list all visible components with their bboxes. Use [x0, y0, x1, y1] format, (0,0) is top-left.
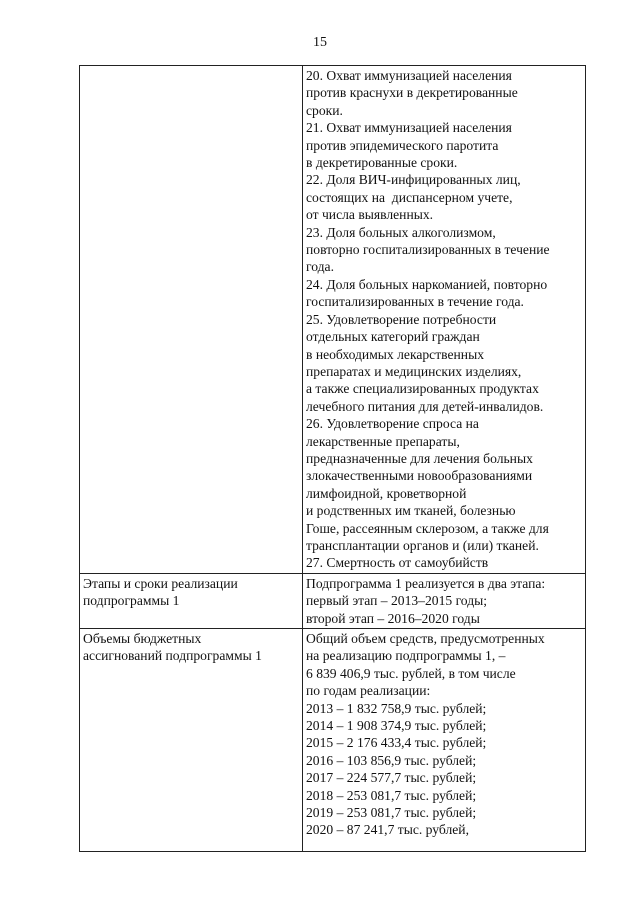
budget-row [80, 629, 586, 852]
indicator-line: 20. Охват иммунизацией населения [306, 68, 512, 83]
indicator-line: против эпидемического паротита [306, 137, 499, 153]
indicator-line: а также специализированных продуктах [306, 381, 539, 397]
stages-label-cell [80, 573, 303, 628]
indicator-line: против краснухи в декретированные [306, 85, 518, 101]
indicator-line: в декретированные сроки. [306, 155, 458, 171]
indicator-line: 26. Удовлетворение спроса на [306, 416, 479, 432]
stages-value-line: второй этап – 2016–2020 годы [306, 610, 480, 626]
budget-label-line: Объемы бюджетных [83, 631, 202, 646]
indicators-value-cell [303, 66, 586, 574]
indicator-line: состоящих на диспансерном учете, [306, 189, 513, 205]
budget-value-line: Общий объем средств, предусмотренных [306, 631, 545, 646]
stages-label-line: подпрограммы 1 [83, 593, 180, 609]
indicators-label-cell [80, 66, 303, 574]
indicator-line: от числа выявленных. [306, 207, 434, 223]
budget-year-line: 2020 – 87 241,7 тыс. рублей, [306, 822, 469, 838]
stages-value-line: Подпрограмма 1 реализуется в два этапа: [306, 575, 546, 591]
budget-year-line: 2014 – 1 908 374,9 тыс. рублей; [306, 718, 487, 734]
indicator-line: трансплантации органов и (или) тканей. [306, 537, 539, 553]
indicator-line: лекарственные препараты, [306, 433, 460, 449]
stages-value-cell [303, 573, 586, 628]
indicator-line: 23. Доля больных алкоголизмом, [306, 224, 496, 240]
indicator-line: 21. Охват иммунизацией населения [306, 120, 512, 136]
indicator-line: злокачественными новообразованиями [306, 468, 533, 484]
indicator-line: года. [306, 259, 334, 275]
indicator-line: 27. Смертность от самоубийств [306, 555, 489, 571]
stages-row [80, 573, 586, 628]
stages-label-line: Этапы и сроки реализации [83, 575, 238, 591]
indicator-line: сроки. [306, 102, 343, 118]
indicator-line: 25. Удовлетворение потребности [306, 311, 497, 327]
budget-value-line: на реализацию подпрограммы 1, – [306, 648, 506, 664]
budget-year-line: 2015 – 2 176 433,4 тыс. рублей; [306, 735, 487, 751]
budget-year-line: 2016 – 103 856,9 тыс. рублей; [306, 752, 477, 768]
budget-label-cell [80, 629, 303, 852]
indicator-line: и родственных им тканей, болезнью [306, 503, 516, 519]
indicator-line: повторно госпитализированных в течение [306, 242, 550, 258]
page-number: 15 [313, 35, 327, 50]
indicator-line: препаратах и медицинских изделиях, [306, 363, 522, 379]
indicator-line: 24. Доля больных наркоманией, повторно [306, 276, 548, 292]
indicators-row [80, 66, 586, 574]
indicator-line: лимфоидной, кроветворной [306, 485, 467, 501]
indicator-line: отдельных категорий граждан [306, 329, 480, 345]
indicator-line: в необходимых лекарственных [306, 346, 484, 362]
budget-label-line: ассигнований подпрограммы 1 [83, 648, 262, 664]
subprogram-passport-table [79, 65, 586, 852]
indicator-line: Гоше, рассеянным склерозом, а также для [306, 520, 549, 536]
indicator-line: лечебного питания для детей-инвалидов. [306, 398, 544, 414]
budget-year-line: 2013 – 1 832 758,9 тыс. рублей; [306, 700, 487, 716]
budget-year-line: 2017 – 224 577,7 тыс. рублей; [306, 770, 477, 786]
stages-value-line: первый этап – 2013–2015 годы; [306, 593, 488, 609]
budget-year-line: 2018 – 253 081,7 тыс. рублей; [306, 787, 477, 803]
budget-value-cell [303, 629, 586, 852]
budget-value-line: по годам реализации: [306, 683, 431, 699]
indicator-line: госпитализированных в течение года. [306, 294, 524, 310]
indicator-line: предназначенные для лечения больных [306, 450, 533, 466]
indicators-list [306, 66, 582, 573]
budget-year-line: 2019 – 253 081,7 тыс. рублей; [306, 805, 477, 821]
indicator-line: 22. Доля ВИЧ-инфицированных лиц, [306, 172, 521, 188]
budget-value-line: 6 839 406,9 тыс. рублей, в том числе [306, 665, 516, 681]
